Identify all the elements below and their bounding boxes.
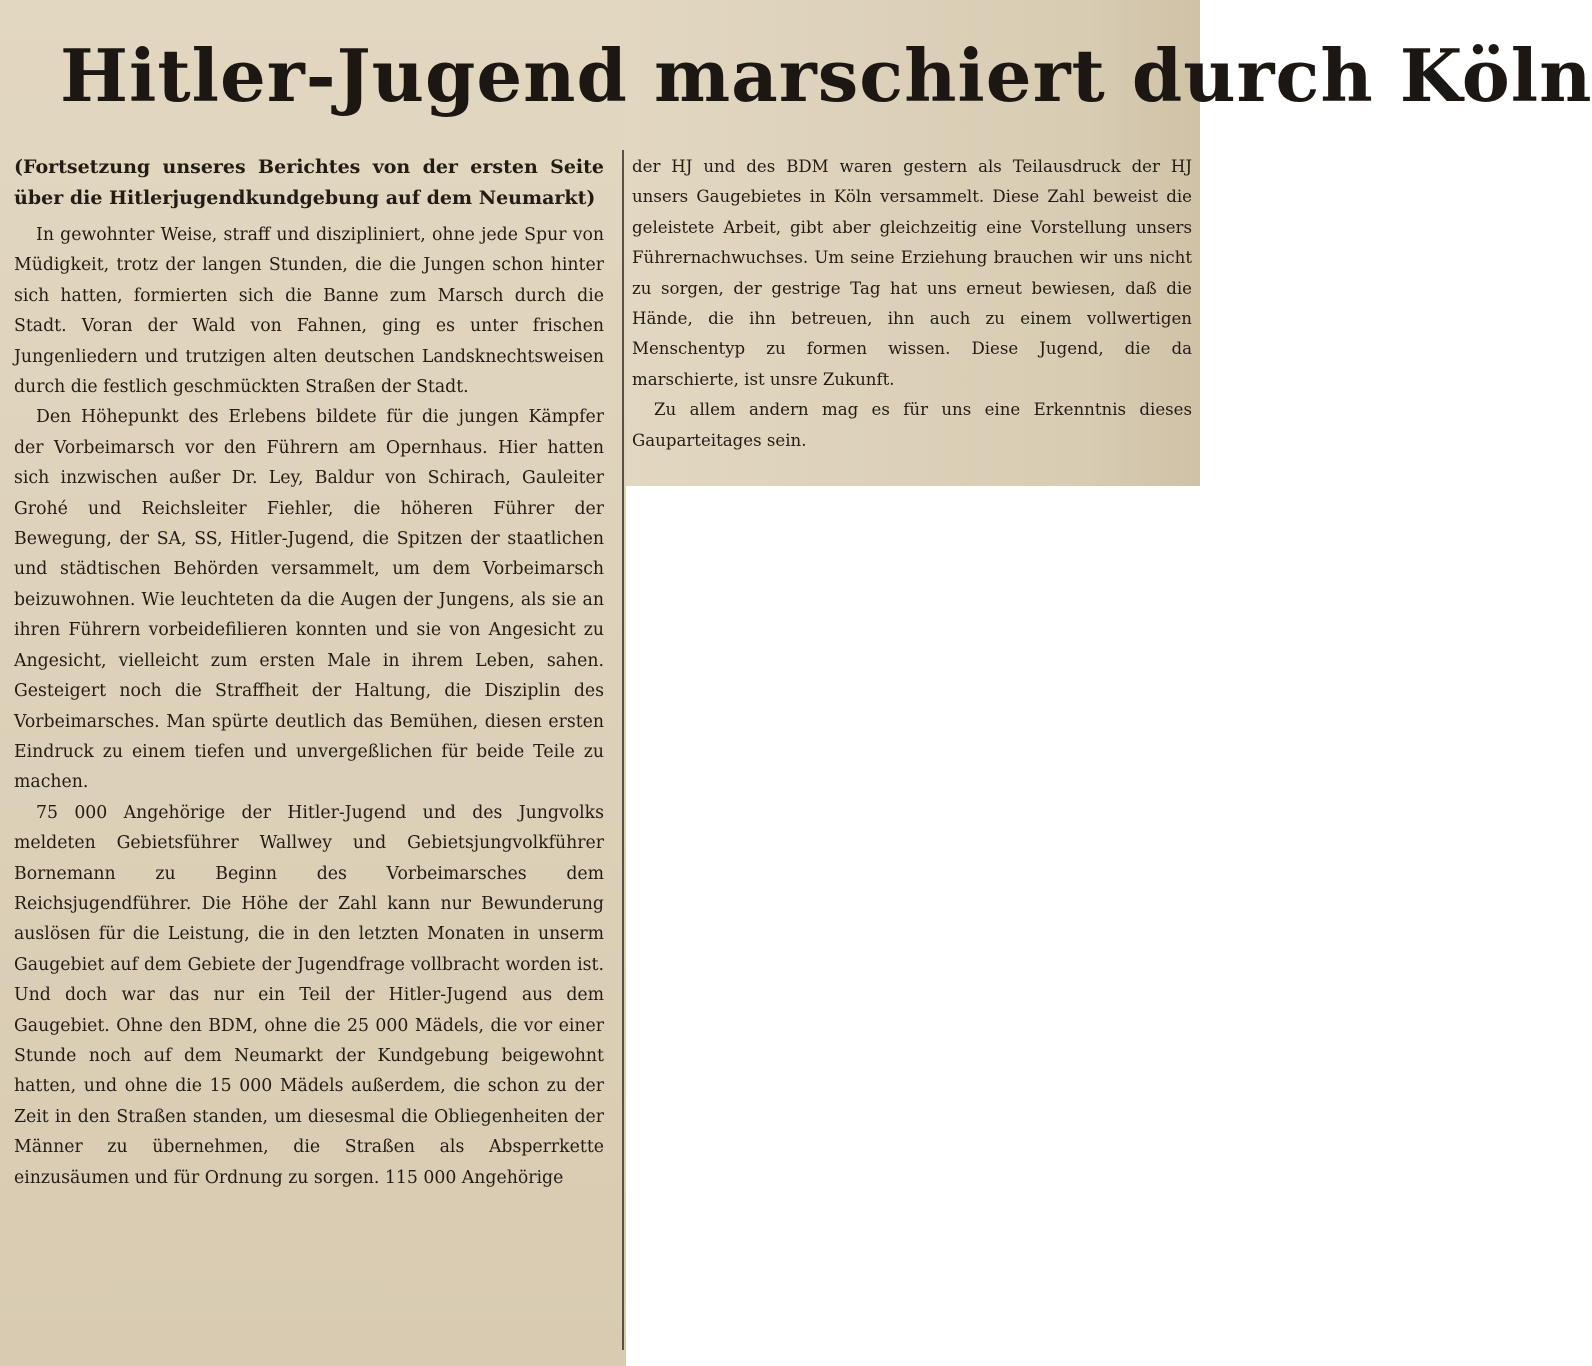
blank-background: [626, 486, 1200, 1366]
paragraph-continuation: der HJ und des BDM waren gestern als Teilausdruck der HJ unsers Gaugebietes in Köln versammelt. Diese Zahl beweist die geleistete Arbeit, gibt aber gleichzeitig eine Vorstellung unsers Führernachwuchses. Um seine Erziehung brauchen wir uns nicht zu sorgen, der gestrige Tag hat uns erneut bewiesen, daß die Hände, die ihn betreuen, ihn auch zu einem vollwertigen Menschentyp zu formen wissen. Diese Jugend, die da marschierte, ist unsre Zukunft.: [632, 157, 1192, 389]
subheadline: (Fortsetzung unseres Berichtes von der ersten Seite über die Hitlerjugendkundgebung auf dem Neumarkt): [14, 156, 604, 209]
headline: Hitler-Jugend marschiert durch Köln: [60, 33, 1592, 118]
paragraph-highlight: Den Höhepunkt des Erlebens bildete für die jungen Kämpfer der Vorbeimarsch vor den Führern am Opernhaus. Hier hatten sich inzwischen außer Dr. Ley, Baldur von Schirach, Gauleiter Grohé und Reichsleiter Fiehler, die höheren Führer der Bewegung, der SA, SS, Hitler-Jugend, die Spitzen der staatlichen und städtischen Behörden versammelt, um dem Vorbeimarsch beizuwohnen. Wie leuchteten da die Augen der Jungens, als sie an ihren Führern vorbeidefilieren konnten und sie von Angesicht zu Angesicht, vielleicht zum ersten Male in ihrem Leben, sahen. Gesteigert noch die Straffheit der Haltung, die Disziplin des Vorbeimarsches. Man spürte deutlich das Bemühen, diesen ersten Eindruck zu einem tiefen und unvergeßlichen für beide Teile zu machen.: [14, 407, 604, 793]
column-divider: [622, 150, 624, 1350]
paragraph-closing: Zu allem andern mag es für uns eine Erkenntnis dieses Gauparteitages sein.: [632, 400, 1192, 450]
right-column: [632, 152, 1192, 482]
paragraph-march: In gewohnter Weise, straff und diszipliniert, ohne jede Spur von Müdigkeit, trotz der langen Stunden, die die Jungen schon hinter sich hatten, formierten sich die Banne zum Marsch durch die Stadt. Voran der Wald von Fahnen, ging es unter frischen Jungenliedern und trutzigen alten deutschen Landsknechtsweisen durch die festlich geschmückten Straßen der Stadt.: [14, 225, 604, 398]
paragraph-numbers: 75 000 Angehörige der Hitler-Jugend und des Jungvolks meldeten Gebietsführer Wallwey und Gebietsjungvolkführer Bornemann zu Beginn des Vorbeimarsches dem Reichsjugendführer. Die Höhe der Zahl kann nur Bewunderung auslösen für die Leistung, die in den letzten Monaten in unserm Gaugebiet auf dem Gebiete der Jugendfrage vollbracht worden ist. Und doch war das nur ein Teil der Hitler-Jugend aus dem Gaugebiet. Ohne den BDM, ohne die 25 000 Mädels, die vor einer Stunde noch auf dem Neumarkt der Kundgebung beigewohnt hatten, und ohne die 15 000 Mädels außerdem, die schon zu der Zeit in den Straßen standen, um diesesmal die Obliegenheiten der Männer zu übernehmen, die Straßen als Absperrkette einzusäumen und für Ordnung zu sorgen. 115 000 Angehörige: [14, 802, 604, 1188]
left-column: [14, 152, 604, 1352]
